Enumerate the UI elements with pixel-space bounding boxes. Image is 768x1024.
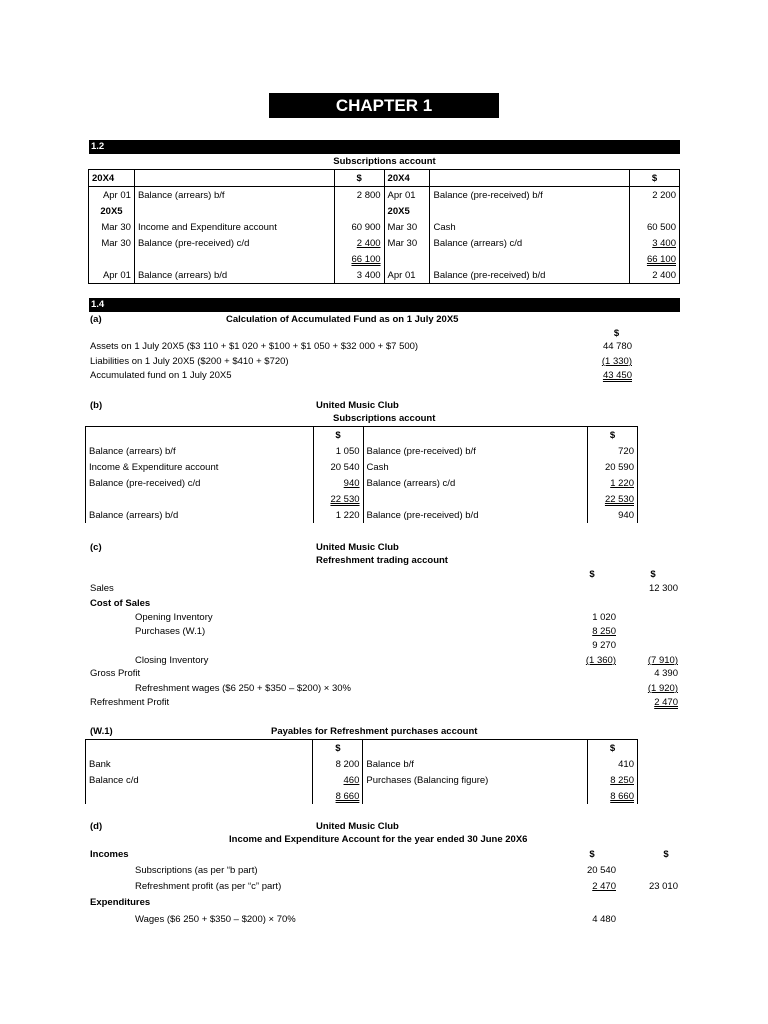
year-header-left: 20X4 bbox=[92, 172, 115, 184]
amount-cell: 410 bbox=[588, 756, 638, 772]
account-cell: Income & Expenditure account bbox=[86, 459, 314, 475]
part-b-label: (b) bbox=[90, 400, 103, 411]
year-cell: 20X5 bbox=[100, 205, 123, 217]
refreshment-profit-label: Refreshment Profit bbox=[90, 697, 170, 708]
gross-profit-label: Gross Profit bbox=[90, 668, 141, 679]
total-cell: 22 530 bbox=[330, 493, 360, 505]
income-total-value: 23 010 bbox=[648, 881, 678, 892]
subscriptions-income-label: Subscriptions (as per “b part) bbox=[135, 865, 258, 876]
amount-cell: 20 540 bbox=[313, 459, 363, 475]
wages-expense-label: Wages ($6 250 + $350 – $200) × 70% bbox=[135, 914, 296, 925]
refreshment-wages-value: (1 920) bbox=[647, 683, 678, 694]
assets-value: 44 780 bbox=[602, 341, 632, 352]
sales-value: 12 300 bbox=[648, 583, 678, 594]
date-cell: Mar 30 bbox=[384, 235, 430, 251]
assets-line: Assets on 1 July 20X5 ($3 110 + $1 020 + $100 + $1 050 + $32 000 + $7 500) bbox=[90, 341, 419, 352]
account-cell: Cash bbox=[363, 459, 588, 475]
club-name: United Music Club bbox=[316, 400, 399, 411]
subtotal-value: 9 270 bbox=[592, 640, 616, 651]
currency-header: $ bbox=[663, 849, 669, 860]
account-cell: Bank bbox=[86, 756, 313, 772]
subscriptions-account-table-1-2 bbox=[88, 169, 680, 284]
account-cell: Balance (pre-received) b/d bbox=[363, 507, 588, 523]
account-cell: Balance (pre-received) b/d bbox=[430, 267, 630, 284]
purchases-label: Purchases (W.1) bbox=[135, 626, 206, 637]
part-a-label: (a) bbox=[90, 314, 102, 325]
currency-header-left: $ bbox=[334, 170, 384, 187]
opening-inventory-label: Opening Inventory bbox=[135, 612, 213, 623]
year-header-right: 20X4 bbox=[384, 170, 430, 187]
total-cell: 66 100 bbox=[351, 253, 381, 265]
currency-header: $ bbox=[589, 569, 595, 580]
amount-cell: 2 800 bbox=[334, 187, 384, 204]
subscriptions-account-title-b: Subscriptions account bbox=[333, 413, 436, 424]
incomes-label: Incomes bbox=[90, 849, 129, 860]
club-name: United Music Club bbox=[316, 542, 399, 553]
amount-cell: 8 200 bbox=[313, 756, 363, 772]
year-cell: 20X5 bbox=[384, 203, 430, 219]
sales-label: Sales bbox=[90, 583, 114, 594]
date-cell: Apr 01 bbox=[384, 187, 430, 204]
subscriptions-account-title: Subscriptions account bbox=[333, 156, 436, 167]
account-cell: Balance (arrears) b/d bbox=[134, 267, 334, 284]
amount-cell: 2 400 bbox=[356, 237, 381, 249]
accumulated-fund-title: Calculation of Accumulated Fund as on 1 July 20X5 bbox=[226, 314, 459, 325]
amount-cell: 1 220 bbox=[610, 477, 634, 489]
currency-header-right: $ bbox=[588, 740, 638, 757]
total-cell: 22 530 bbox=[604, 493, 634, 505]
purchases-value: 8 250 bbox=[592, 626, 616, 637]
closing-inventory-label: Closing Inventory bbox=[135, 655, 209, 666]
liabilities-line: Liabilities on 1 July 20X5 ($200 + $410 + $720) bbox=[90, 356, 289, 367]
account-cell: Balance (arrears) b/d bbox=[86, 507, 314, 523]
payables-account-table bbox=[85, 739, 638, 804]
currency-header: $ bbox=[650, 569, 656, 580]
closing-inventory-value: (1 360) bbox=[585, 655, 616, 666]
amount-cell: 60 500 bbox=[630, 219, 680, 235]
refreshment-profit-income-label: Refreshment profit (as per “c” part) bbox=[135, 881, 282, 892]
amount-cell: 940 bbox=[588, 507, 638, 523]
amount-cell: 3 400 bbox=[652, 237, 676, 249]
account-cell: Balance (pre-received) b/f bbox=[363, 443, 588, 459]
total-cell: 66 100 bbox=[646, 253, 676, 265]
account-cell: Balance b/f bbox=[363, 756, 588, 772]
subscriptions-account-table-b bbox=[85, 426, 638, 523]
opening-inventory-value: 1 020 bbox=[592, 612, 616, 623]
cost-of-sales-label: Cost of Sales bbox=[90, 598, 151, 609]
amount-cell: 2 400 bbox=[630, 267, 680, 284]
section-1-2-bar: 1.2 bbox=[89, 140, 680, 154]
expenditures-label: Expenditures bbox=[90, 897, 151, 908]
account-cell: Balance (pre-received) c/d bbox=[134, 235, 334, 251]
refreshment-trading-title: Refreshment trading account bbox=[316, 555, 448, 566]
gross-profit-value: 4 390 bbox=[654, 668, 678, 679]
date-cell: Mar 30 bbox=[101, 221, 131, 233]
account-cell: Balance (pre-received) b/f bbox=[430, 187, 630, 204]
date-cell: Mar 30 bbox=[101, 237, 131, 249]
currency-header-left: $ bbox=[313, 427, 363, 444]
amount-cell: 60 900 bbox=[334, 219, 384, 235]
account-cell: Balance (arrears) b/f bbox=[86, 443, 314, 459]
account-cell: Balance (arrears) b/f bbox=[134, 187, 334, 204]
amount-cell: 20 590 bbox=[588, 459, 638, 475]
amount-cell: 460 bbox=[343, 774, 360, 786]
subscriptions-income-value: 20 540 bbox=[586, 865, 616, 876]
total-cell: 8 660 bbox=[610, 790, 634, 802]
cost-of-sales-value: (7 910) bbox=[647, 655, 678, 666]
accumulated-fund-value: 43 450 bbox=[602, 370, 632, 381]
part-c-label: (c) bbox=[90, 542, 102, 553]
section-1-4-bar: 1.4 bbox=[89, 298, 680, 312]
currency-header-left: $ bbox=[313, 740, 363, 757]
account-cell: Balance (arrears) c/d bbox=[363, 475, 588, 491]
date-cell: Apr 01 bbox=[384, 267, 430, 284]
amount-cell: 940 bbox=[343, 477, 360, 489]
amount-cell: 2 200 bbox=[630, 187, 680, 204]
account-cell: Purchases (Balancing figure) bbox=[363, 772, 588, 788]
amount-cell: 8 250 bbox=[610, 774, 634, 786]
currency-header-right: $ bbox=[588, 427, 638, 444]
amount-cell: 720 bbox=[588, 443, 638, 459]
club-name: United Music Club bbox=[316, 821, 399, 832]
account-cell: Income and Expenditure account bbox=[134, 219, 334, 235]
currency-header-right: $ bbox=[630, 170, 680, 187]
chapter-title: CHAPTER 1 bbox=[269, 93, 499, 118]
currency-header: $ bbox=[589, 849, 595, 860]
working-1-label: (W.1) bbox=[90, 726, 113, 737]
account-cell: Cash bbox=[430, 219, 630, 235]
refreshment-wages-label: Refreshment wages ($6 250 + $350 – $200) × 30% bbox=[135, 683, 352, 694]
accumulated-fund-line: Accumulated fund on 1 July 20X5 bbox=[90, 370, 232, 381]
wages-expense-value: 4 480 bbox=[592, 914, 616, 925]
amount-cell: 3 400 bbox=[334, 267, 384, 284]
account-cell: Balance (arrears) c/d bbox=[430, 235, 630, 251]
date-cell: Apr 01 bbox=[102, 269, 131, 281]
part-d-label: (d) bbox=[90, 821, 103, 832]
account-cell: Balance c/d bbox=[86, 772, 313, 788]
liabilities-value: (1 330) bbox=[601, 356, 632, 367]
refreshment-profit-value: 2 470 bbox=[654, 697, 678, 708]
refreshment-profit-income-value: 2 470 bbox=[592, 881, 616, 892]
income-expenditure-title: Income and Expenditure Account for the year ended 30 June 20X6 bbox=[229, 834, 528, 845]
payables-account-title: Payables for Refreshment purchases account bbox=[271, 726, 478, 737]
amount-cell: 1 050 bbox=[313, 443, 363, 459]
total-cell: 8 660 bbox=[335, 790, 360, 802]
date-cell: Apr 01 bbox=[102, 189, 131, 201]
currency-header: $ bbox=[613, 328, 620, 339]
date-cell: Mar 30 bbox=[384, 219, 430, 235]
amount-cell: 1 220 bbox=[313, 507, 363, 523]
account-cell: Balance (pre-received) c/d bbox=[86, 475, 314, 491]
